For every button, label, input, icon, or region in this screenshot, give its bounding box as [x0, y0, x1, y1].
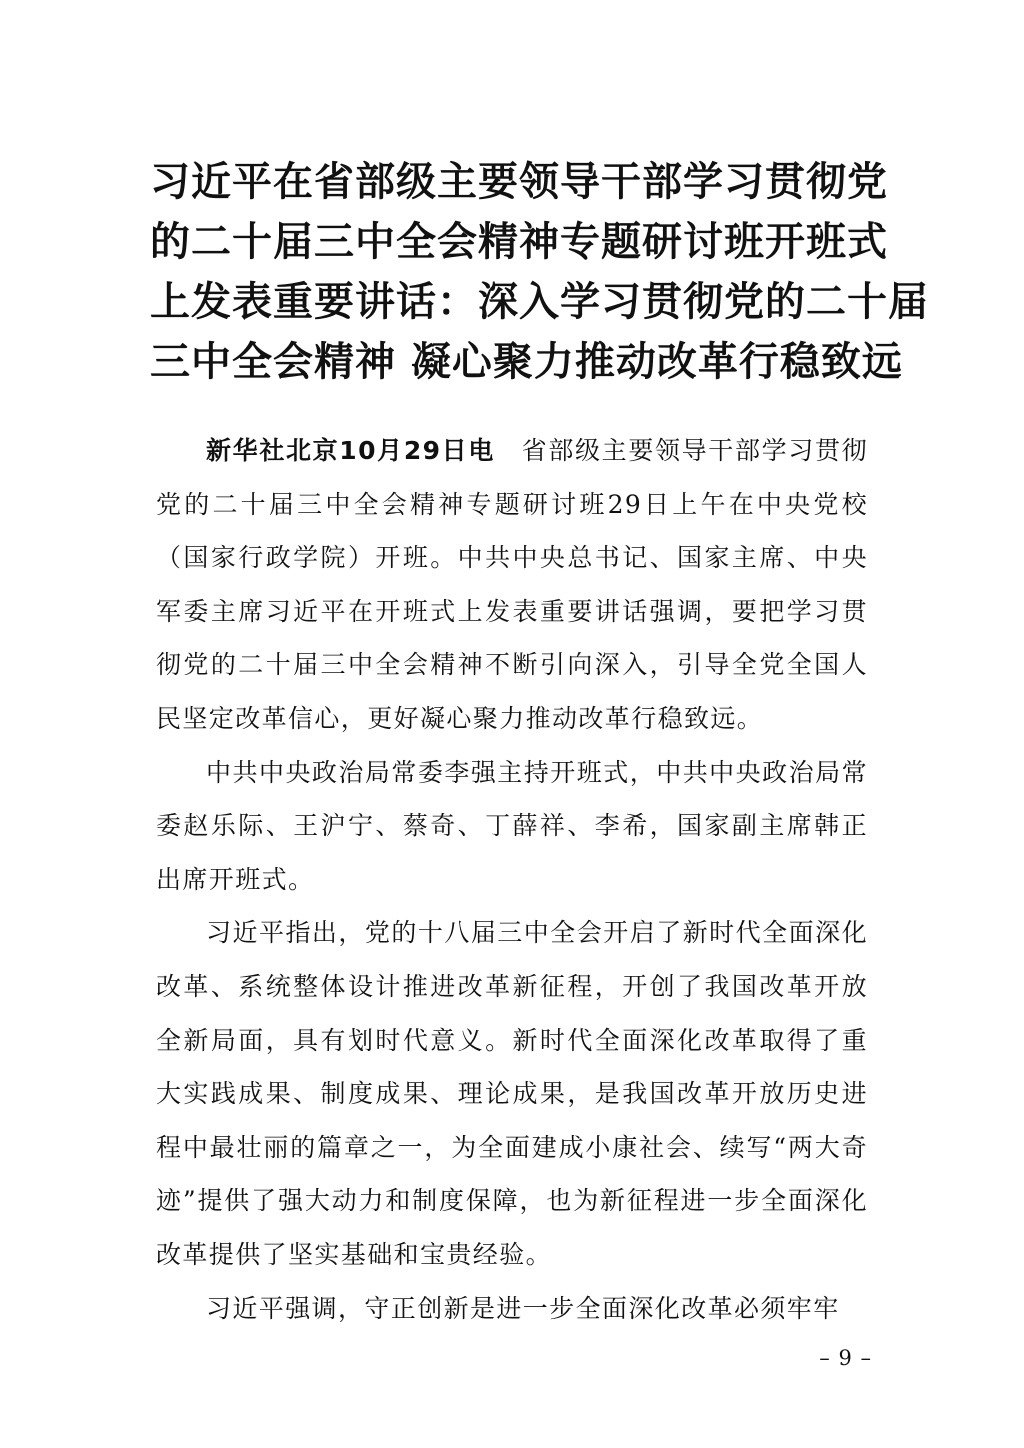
article-body — [156, 424, 868, 1335]
paragraph: 习近平强调，守正创新是进一步全面深化改革必须牢牢 — [206, 1293, 840, 1323]
paragraph-text: 省部级主要领导干部学习贯彻党的二十届三中全会精神专题研讨班29日上午在中央党校（国家行政学院）开班。中共中央总书记、国家主席、中央军委主席习近平在开班式上发表重要讲话强调，要把学习贯彻党的二十届三中全会精神不断引向深入，引导全党全国人民坚定改革信心，更好凝心聚力推动改革行稳致远。 — [156, 436, 869, 733]
title-line: 的二十届三中全会精神专题研讨班开班式 — [150, 219, 888, 265]
title-line: 三中全会精神 凝心聚力推动改革行稳致远 — [150, 339, 903, 385]
dateline: 新华社北京10月29日电 — [206, 436, 495, 465]
paragraph: 中共中央政治局常委李强主持开班式，中共中央政治局常委赵乐际、王沪宁、蔡奇、丁薛祥、李希，国家副主席韩正出席开班式。 — [156, 757, 868, 894]
title-line: 习近平在省部级主要领导干部学习贯彻党 — [150, 159, 888, 205]
title-line: 上发表重要讲话：深入学习贯彻党的二十届 — [150, 279, 929, 325]
page-number: – 9 – — [819, 1346, 872, 1370]
paragraph: 习近平指出，党的十八届三中全会开启了新时代全面深化改革、系统整体设计推进改革新征程，开创了我国改革开放全新局面，具有划时代意义。新时代全面深化改革取得了重大实践成果、制度成果、理论成果，是我国改革开放历史进程中最壮丽的篇章之一，为全面建成小康社会、续写“两大奇迹”提供了强大动力和制度保障，也为新征程进一步全面深化改革提供了坚实基础和宝贵经验。 — [156, 918, 868, 1269]
article-title — [150, 152, 929, 392]
paragraph-lead — [156, 424, 868, 746]
